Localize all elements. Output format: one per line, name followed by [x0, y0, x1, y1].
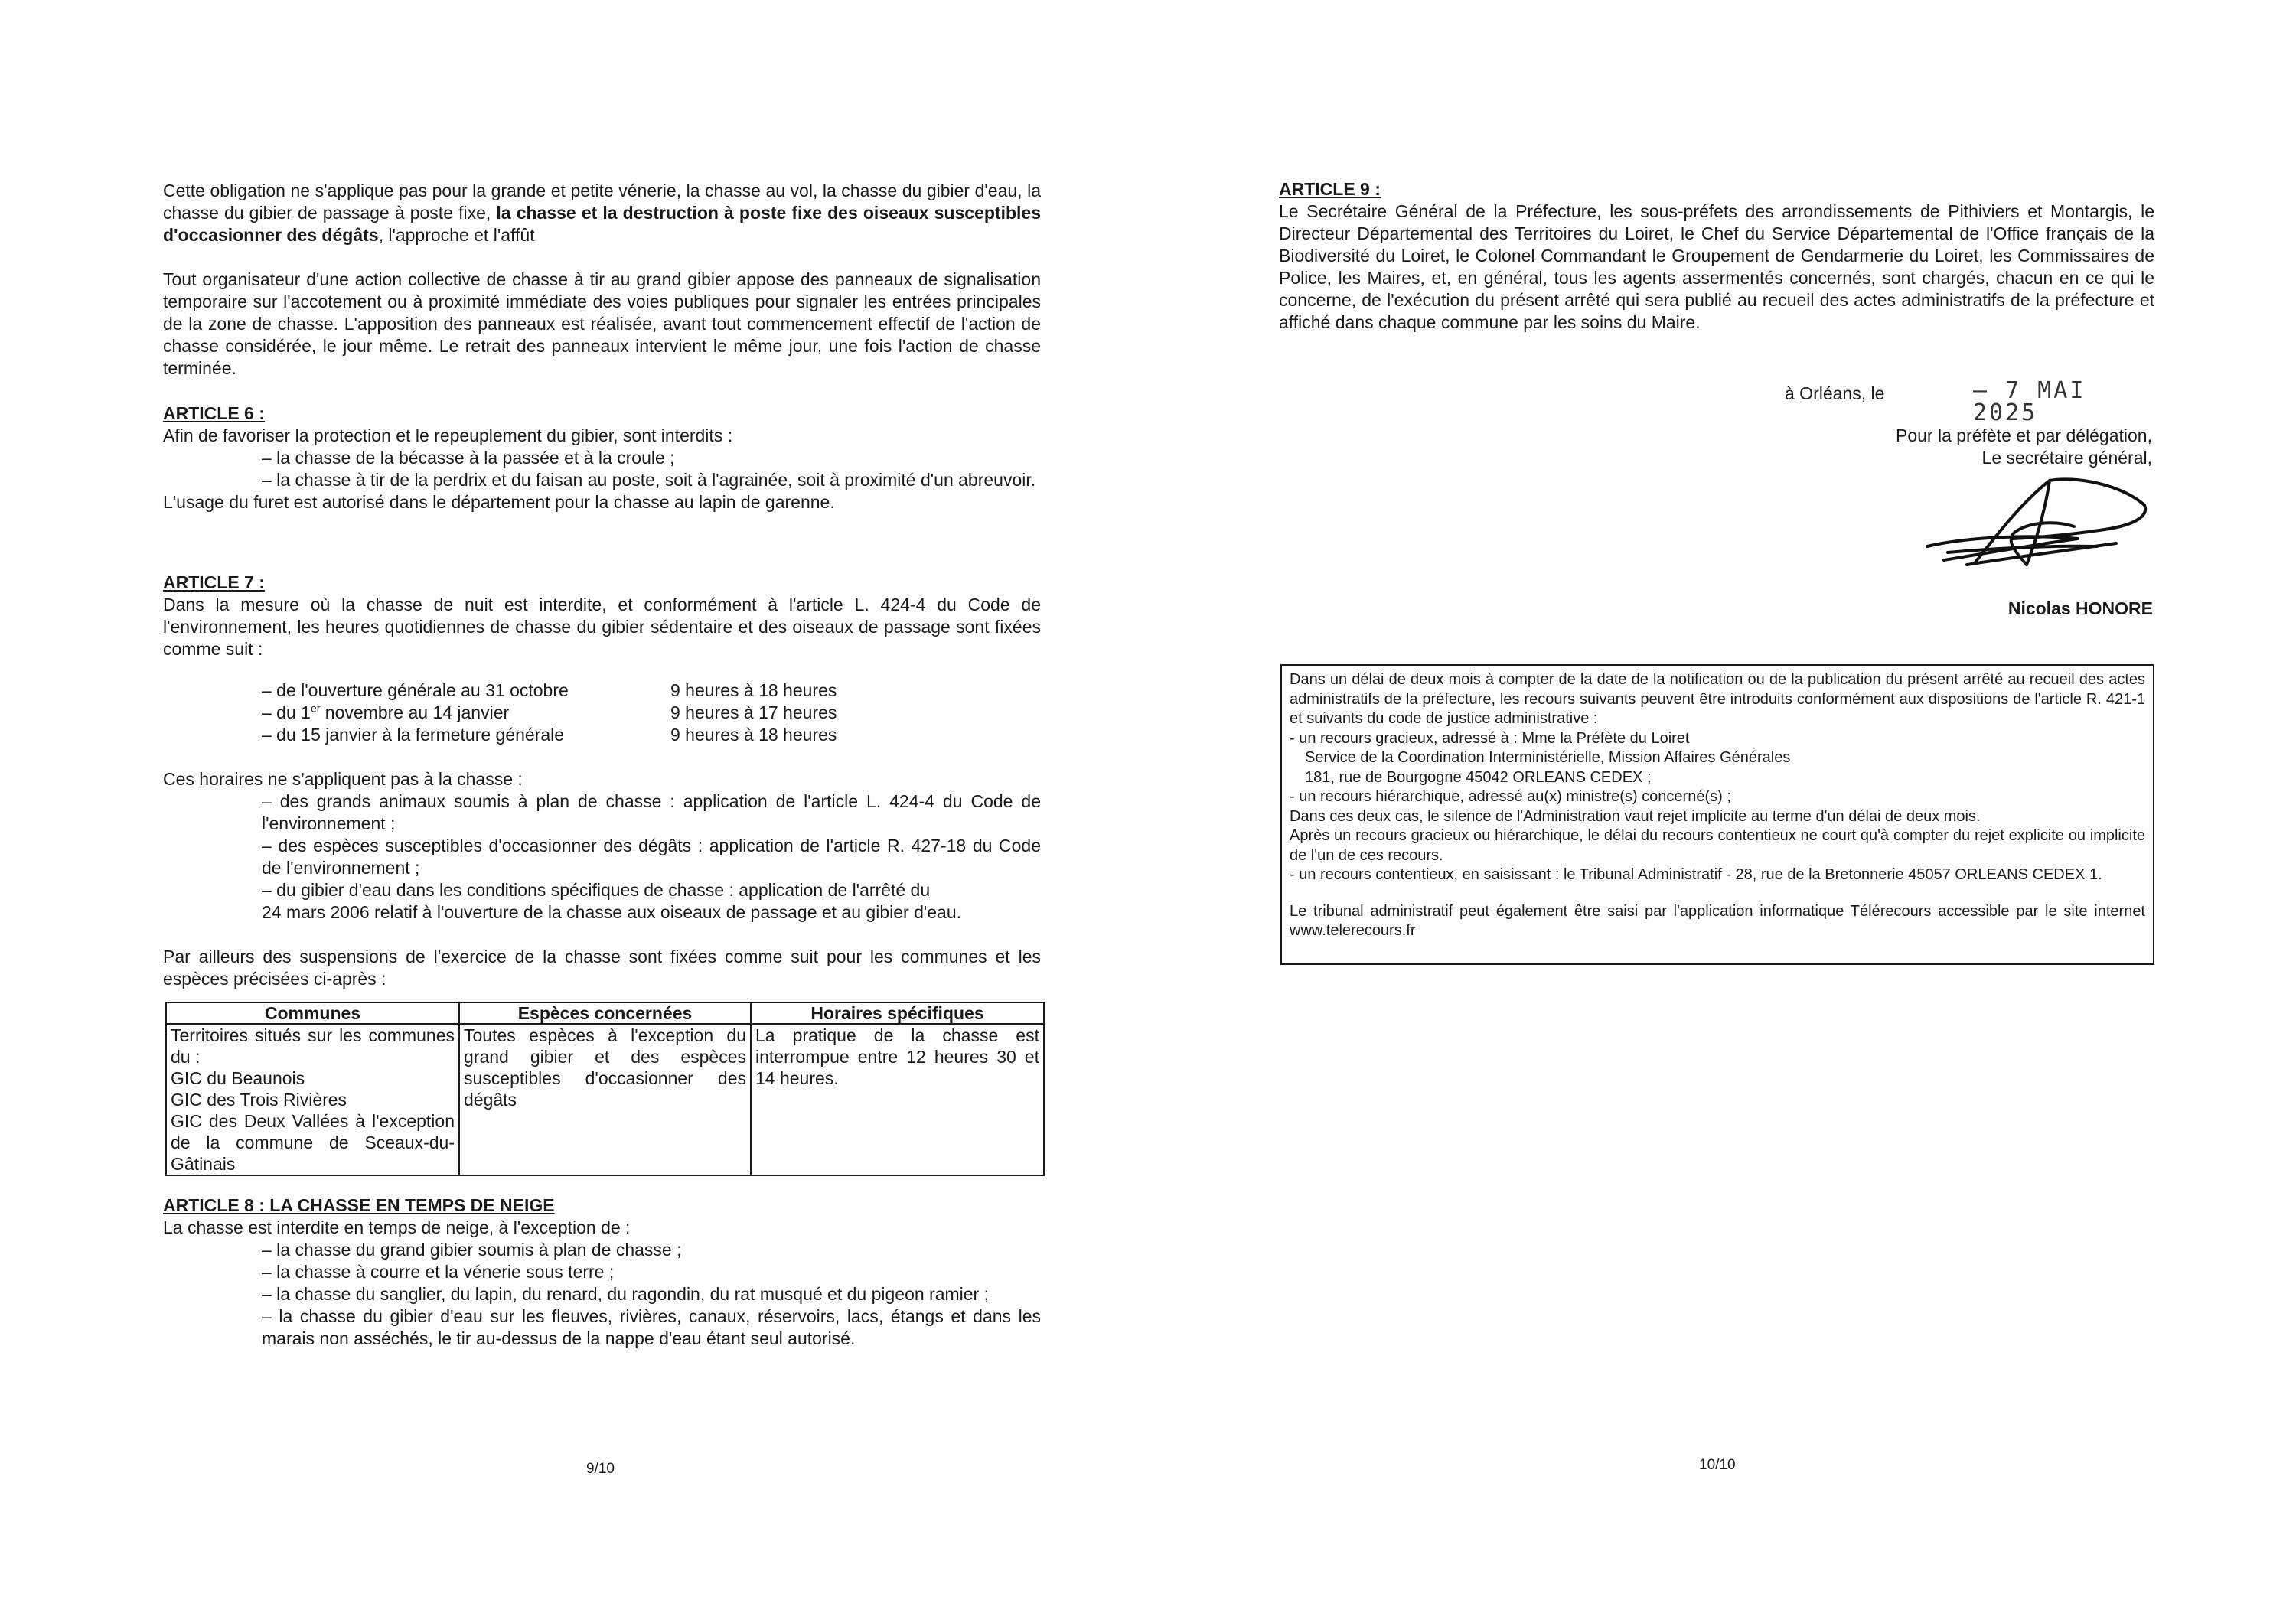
hours-row: [163, 724, 1041, 746]
hours-period: – de l'ouverture générale au 31 octobre: [262, 680, 569, 700]
page-number: 9/10: [586, 1461, 615, 1477]
notice-line: Dans un délai de deux mois à compter de la date de la notification ou de la publication du présent arrêté au recueil des actes administratifs de la préfecture, les recours suivants peuvent être introduits conformément aux dispositions de l'article R. 421-1 et suivants du code de justice administrative :: [1290, 671, 2145, 727]
article-6-intro: Afin de favoriser la protection et le repeuplement du gibier, sont interdits :: [163, 425, 733, 445]
article-7-intro: Dans la mesure où la chasse de nuit est interdite, et conformément à l'article L. 424-4 du Code de l'environnement, les heures quotidiennes de chasse du gibier sédentaire et des oiseaux de passage sont fixées comme suit :: [163, 595, 1041, 659]
table-cell-especes: Toutes espèces à l'exception du grand gibier et des espèces susceptibles d'occasionner des dégâts: [459, 1024, 751, 1175]
hours-list: [163, 680, 1041, 746]
article-9-text: Le Secrétaire Général de la Préfecture, les sous-préfets des arrondissements de Pithiviers et Montargis, le Directeur Départemental des Territoires du Loiret, le Chef du Service Départemental de l'Office français de la Biodiversité du Loiret, le Colonel Commandant le Groupement de Gendarmerie du Loiret, les Commissaires de Police, les Maires, et, en général, tous les agents assermentés concernés, sont chargés, chacun en ce qui le concerne, de l'exécution du présent arrêté qui sera publié au recueil des actes administratifs de la préfecture et affiché dans chaque commune par les soins du Maire.: [1279, 201, 2154, 332]
delegation-line: Pour la préfète et par délégation,: [1895, 425, 2152, 445]
article-8-item: – la chasse du grand gibier soumis à plan de chasse ;: [262, 1240, 682, 1260]
delegation-line: Le secrétaire général,: [1981, 448, 2152, 468]
article-8-heading: ARTICLE 8 : LA CHASSE EN TEMPS DE NEIGE: [163, 1195, 555, 1215]
signatory-name: Nicolas HONORE: [2007, 598, 2153, 618]
exceptions-intro: Ces horaires ne s'appliquent pas à la chasse :: [163, 769, 523, 789]
article-8: [163, 1194, 1041, 1350]
hours-row: [163, 702, 1041, 724]
notice-line: - un recours hiérarchique, adressé au(x) ministre(s) concerné(s) ;: [1290, 788, 1731, 805]
suspension-table-wrap: [165, 1002, 1045, 1176]
article-6-outro: L'usage du furet est autorisé dans le département pour la chasse au lapin de garenne.: [163, 492, 835, 512]
table-cell-communes: Territoires situés sur les communes du : GIC du Beaunois GIC des Trois Rivières GIC des Deux Vallées à l'exception de la commune de Sceaux-du-Gâtinais: [166, 1024, 459, 1175]
table-cell-horaires: La pratique de la chasse est interrompue entre 12 heures 30 et 14 heures.: [751, 1024, 1044, 1175]
table-header: Espèces concernées: [459, 1002, 751, 1024]
signature-place-date: [1785, 377, 2152, 426]
notice-address-line: Service de la Coordination Interministérielle, Mission Affaires Générales: [1305, 749, 1791, 766]
date-stamp: – 7 MAI 2025: [1973, 377, 2086, 426]
appeal-notice-box: [1280, 664, 2154, 965]
table-row: [166, 1024, 1044, 1175]
article-6-item: – la chasse à tir de la perdrix et du faisan au poste, soit à l'agrainée, soit à proximité d'un abreuvoir.: [262, 470, 1036, 490]
handwritten-signature: [1921, 473, 2151, 574]
notice-line: - un recours contentieux, en saisissant : le Tribunal Administratif - 28, rue de la Bretonnerie 45057 ORLEANS CEDEX 1.: [1290, 866, 2102, 883]
intro-text-part1: Cette obligation ne s'applique pas pour la grande et petite vénerie, la chasse au vol, la chasse du gibier d'eau, la chasse du gibier de passage à poste fixe,: [163, 181, 1041, 223]
organisateur-paragraph: Tout organisateur d'une action collective de chasse à tir au grand gibier appose des panneaux de signalisation temporaire sur l'accotement ou à proximité immédiate des voies publiques pour signaler les entrées principales de la zone de chasse. L'apposition des panneaux est réalisée, avant tout commencement effectif de l'action de chasse considérée, le jour même. Le retrait des panneaux intervient le même jour, une fois l'action de chasse terminée.: [163, 269, 1041, 378]
article-7: [163, 572, 1041, 660]
exception-item: – des espèces susceptibles d'occasionner des dégâts : application de l'article R. 427-18 du Code de l'environnement ;: [262, 836, 1041, 878]
article-6-item: – la chasse de la bécasse à la passée et à la croule ;: [262, 448, 675, 468]
page-number: 10/10: [1699, 1457, 1736, 1473]
suspensions-intro: Par ailleurs des suspensions de l'exercice de la chasse sont fixées comme suit pour les communes et les espèces précisées ci-après :: [163, 947, 1041, 989]
article-8-item: – la chasse du gibier d'eau sur les fleuves, rivières, canaux, réservoirs, lacs, étangs et dans les marais non asséchés, le tir au-dessus de la nappe d'eau étant seul autorisé.: [262, 1306, 1041, 1348]
intro-paragraph: [163, 180, 1041, 246]
exceptions-block: [163, 768, 1041, 924]
article-8-item: – la chasse à courre et la vénerie sous terre ;: [262, 1262, 615, 1282]
article-8-intro: La chasse est interdite en temps de neige, à l'exception de :: [163, 1217, 631, 1237]
hours-period: – du 1er novembre au 14 janvier: [262, 702, 510, 722]
table-header: Communes: [166, 1002, 459, 1024]
hours-row: [163, 680, 1041, 702]
table-header-row: [166, 1002, 1044, 1024]
exception-item: – du gibier d'eau dans les conditions spécifiques de chasse : application de l'arrêté du 24 mars 2006 relatif à l'ouverture de la chasse aux oiseaux de passage et au gibier d'eau.: [262, 880, 962, 922]
notice-line: - un recours gracieux, adressé à : Mme la Préfète du Loiret: [1290, 729, 1690, 747]
hours-value: 9 heures à 17 heures: [670, 702, 837, 722]
article-9: [1279, 178, 2154, 334]
notice-telerecours: Le tribunal administratif peut également être saisi par l'application informatique Télérecours accessible par le site internet www.telerecours.fr: [1290, 902, 2145, 939]
article-8-item: – la chasse du sanglier, du lapin, du renard, du ragondin, du rat musqué et du pigeon ramier ;: [262, 1284, 989, 1304]
intro-text-part2: , l'approche et l'affût: [378, 225, 535, 245]
intro-text-bold: la chasse et la destruction à poste fixe des oiseaux susceptibles d'occasionner des dégâts: [163, 203, 1041, 245]
signature-delegation: [1616, 425, 2152, 469]
signature-place: à Orléans, le: [1785, 383, 1885, 403]
hours-value: 9 heures à 18 heures: [670, 680, 837, 700]
page-10: [1148, 0, 2296, 1623]
notice-line: Dans ces deux cas, le silence de l'Administration vaut rejet implicite au terme d'un délai de deux mois.: [1290, 807, 1981, 825]
hours-value: 9 heures à 18 heures: [670, 725, 837, 745]
exception-item: – des grands animaux soumis à plan de chasse : application de l'article L. 424-4 du Code de l'environnement ;: [262, 791, 1041, 833]
table-header: Horaires spécifiques: [751, 1002, 1044, 1024]
notice-address-line: 181, rue de Bourgogne 45042 ORLEANS CEDEX ;: [1305, 768, 1652, 786]
article-6-heading: ARTICLE 6 :: [163, 403, 265, 423]
hours-period: – du 15 janvier à la fermeture générale: [262, 725, 565, 745]
notice-line: Après un recours gracieux ou hiérarchique, le délai du recours contentieux ne court qu'à compter du rejet explicite ou implicite de l'un de ces recours.: [1290, 827, 2145, 864]
article-6: [163, 402, 1041, 513]
article-7-heading: ARTICLE 7 :: [163, 572, 265, 592]
article-9-heading: ARTICLE 9 :: [1279, 179, 1381, 199]
suspension-table: [165, 1002, 1045, 1176]
